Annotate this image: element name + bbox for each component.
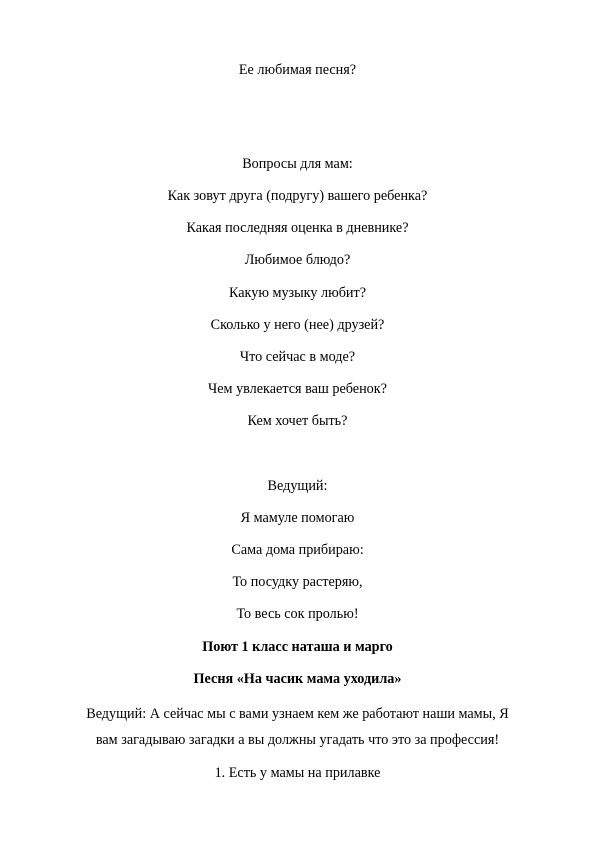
- question-item: Какую музыку любит?: [228, 285, 367, 301]
- host-label: Ведущий:: [267, 478, 328, 494]
- poem-line: Сама дома прибираю:: [231, 542, 364, 558]
- favorite-song-question: Ее любимая песня?: [238, 62, 357, 78]
- poem-line: То посудку растеряю,: [232, 574, 363, 590]
- question-item: Как зовут друга (подругу) вашего ребенка?: [167, 188, 428, 204]
- riddle-line: 1. Есть у мамы на прилавке: [214, 765, 381, 781]
- host-paragraph-line: Ведущий: А сейчас мы с вами узнаем кем же работают наши мамы, Я: [86, 706, 509, 722]
- song-title: Песня «На часик мама уходила»: [193, 671, 402, 687]
- question-item: Кем хочет быть?: [247, 413, 348, 429]
- question-item: Сколько у него (нее) друзей?: [210, 317, 385, 333]
- questions-heading: Вопросы для мам:: [242, 156, 353, 172]
- question-item: Какая последняя оценка в дневнике?: [186, 220, 409, 236]
- question-item: Любимое блюдо?: [244, 252, 351, 268]
- performers-line: Поют 1 класс наташа и марго: [202, 639, 393, 655]
- question-item: Что сейчас в моде?: [239, 349, 356, 365]
- poem-line: Я мамуле помогаю: [240, 510, 355, 526]
- poem-line: То весь сок пролью!: [236, 606, 359, 622]
- host-paragraph-line: вам загадываю загадки а вы должны угадать что это за профессия!: [95, 732, 500, 748]
- question-item: Чем увлекается ваш ребенок?: [208, 381, 387, 397]
